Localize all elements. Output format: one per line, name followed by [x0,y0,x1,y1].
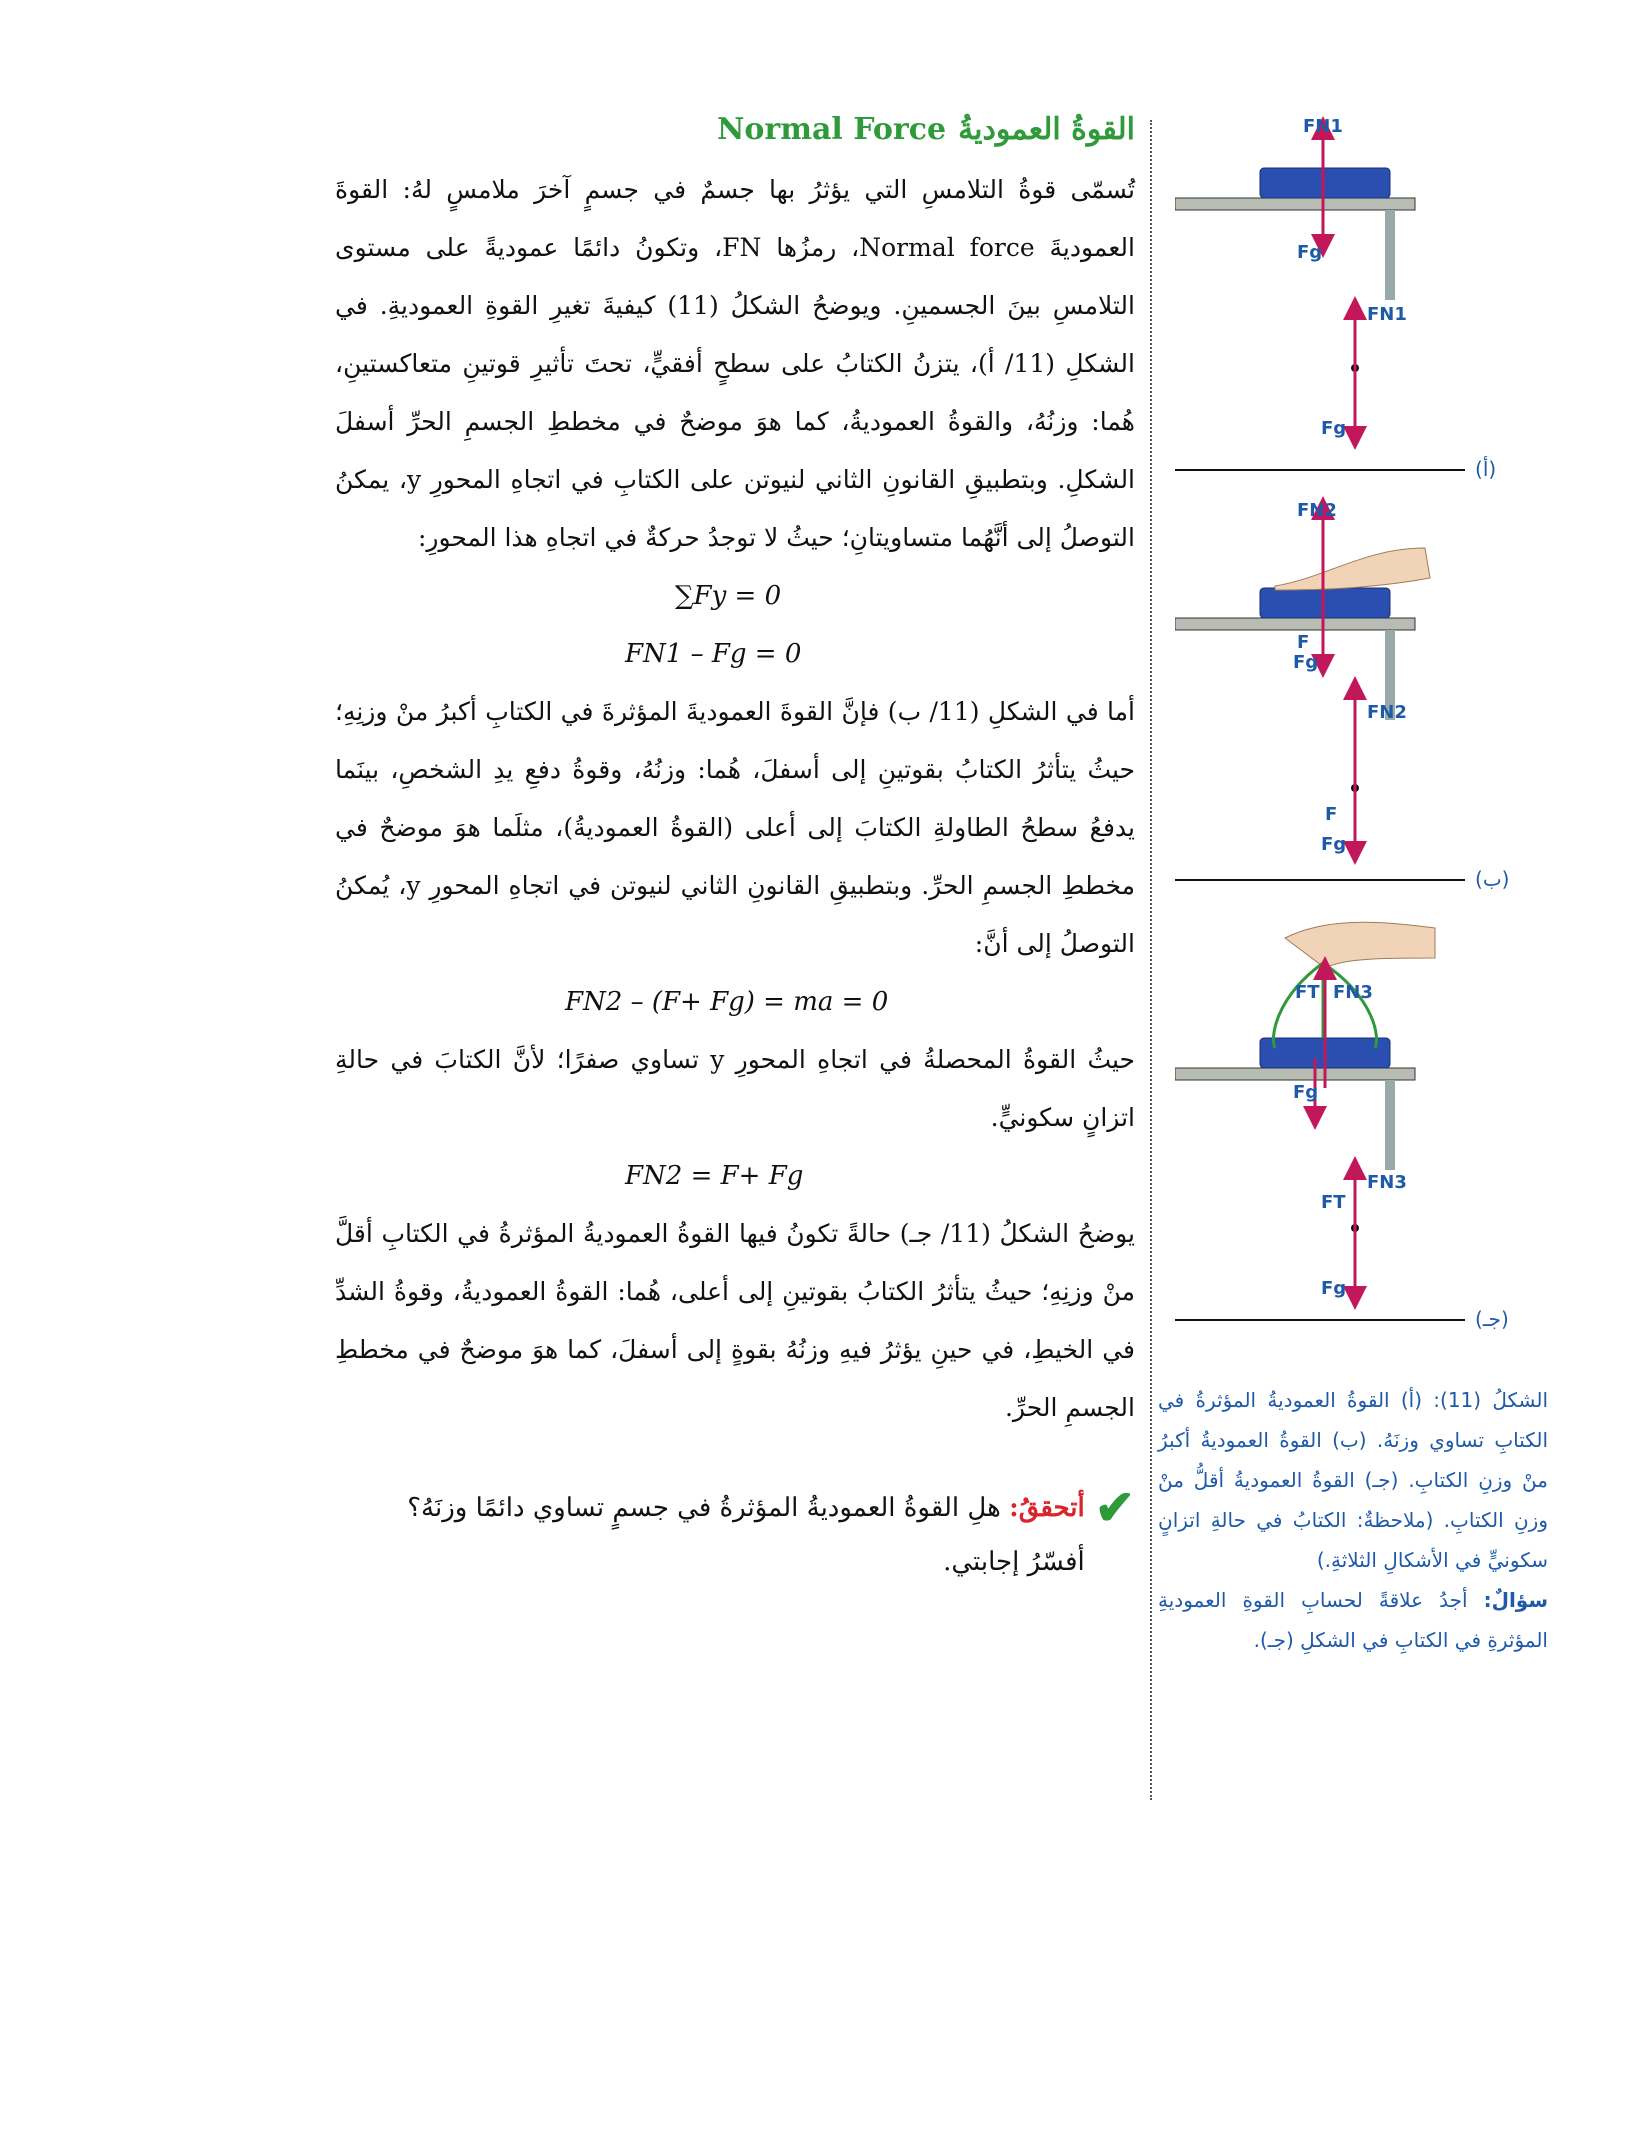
hand-c [1285,922,1435,968]
check-followup: أفسّرُ إجابتي. [943,1547,1085,1577]
table-leg-c [1385,1080,1395,1170]
fn1-label-a: FN1 [1303,116,1343,137]
fbd-fg-label-a: Fg [1321,418,1347,439]
main-text-column [335,112,1135,1589]
fg-label-b: Fg [1293,652,1319,673]
fbd-fn2-label-b: FN2 [1367,702,1407,723]
figure-question-label: سؤالٌ: [1483,1588,1549,1612]
figure-label-a: (أ) [1475,457,1497,481]
equation-fn2: FN2 = F+ Fg [625,1161,804,1191]
ft-label-c: FT [1295,982,1320,1003]
figure-a [1175,116,1496,481]
table-surface-a [1175,198,1415,210]
figure-question: أجدُ علاقةً لحسابِ القوةِ العموديةِ المؤثرةِ في الكتابِ في الشكلِ (جـ). [1158,1588,1548,1652]
check-label: أتحققُ: [1009,1493,1085,1523]
fn2-label-b: FN2 [1297,500,1337,521]
check-question-box [335,1481,1135,1589]
equation-fn1: FN1 – Fg = 0 [625,639,802,669]
paragraph-figure-b: أما في الشكلِ (11/ ب) فإنَّ القوةَ العموديةَ المؤثرةَ في الكتابِ أكبرُ منْ وزنِهِ؛ حيثُ يتأثرُ الكتابُ بقوتينِ إلى أسفلَ، هُما: وزنُهُ، وقوةُ دفعِ يدِ الشخصِ، بينَما يدفعُ سطحُ الطاولةِ الكتابَ إلى أعلى (القوةُ العموديةُ)، مثلَما هوَ موضحٌ في مخططِ الجسمِ الحرِّ. وبتطبيقِ القانونِ الثاني لنيوتن في اتجاهِ المحورِ y، يُمكنُ التوصلُ إلى أنَّ: [335,697,1136,958]
table-surface-c [1175,1068,1415,1080]
checkmark-icon: ✔ [1094,1480,1135,1536]
fg-label-c: Fg [1293,1082,1319,1103]
fbd-fg-label-b: Fg [1321,834,1347,855]
figure-c [1175,922,1509,1331]
paragraph-intro: تُسمّى قوةُ التلامسِ التي يؤثرُ بها جسمٌ في جسمٍ آخرَ ملامسٍ لهُ: القوةَ العموديةَ Normal force، رمزُها FN، وتكونُ دائمًا عموديةً على مستوى التلامسِ بينَ الجسمينِ. ويوضحُ الشكلُ (11) كيفيةَ تغيرِ القوةِ العموديةِ. في الشكلِ (11/ أ)، يتزنُ الكتابُ على سطحٍ أفقيٍّ، تحتَ تأثيرِ قوتينِ متعاكستينِ، هُما: وزنُهُ، والقوةُ العموديةُ، كما هوَ موضحٌ في مخططِ الجسمِ الحرِّ أسفلَ الشكلِ. وبتطبيقِ القانونِ الثاني لنيوتن على الكتابِ في اتجاهِ المحورِ y، يمكنُ التوصلُ إلى أنَّهُما متساويتانِ؛ حيثُ لا توجدُ حركةٌ في اتجاهِ هذا المحورِ: [335,175,1136,552]
section-title [335,112,1135,147]
fbd-f-label-b: F [1325,804,1338,825]
fn3-label-c: FN3 [1333,982,1373,1003]
check-question-text [407,1481,1085,1589]
equation-sum-fy: ∑Fy = 0 [675,581,782,611]
figure-caption-text: الشكلُ (11): (أ) القوةُ العموديةُ المؤثرةُ في الكتابِ تساوي وزنَهُ. (ب) القوةُ العموديةُ أكبرُ منْ وزنِ الكتابِ. (جـ) القوةُ العموديةُ أقلُّ منْ وزنِ الكتابِ. (ملاحظةٌ: الكتابُ في حالةِ اتزانٍ سكونيٍّ في الأشكالِ الثلاثةِ.) [1158,1388,1549,1572]
section-title-english: Normal Force [717,112,947,147]
fbd-ft-label-c: FT [1321,1192,1346,1213]
paragraph-figure-c: يوضحُ الشكلُ (11/ جـ) حالةً تكونُ فيها القوةُ العموديةُ المؤثرةُ في الكتابِ أقلَّ منْ وزنِهِ؛ حيثُ يتأثرُ الكتابُ بقوتينِ إلى أعلى، هُما: القوةُ العموديةُ، وقوةُ الشدِّ في الخيطِ، في حينِ يؤثرُ فيهِ وزنُهُ بقوةٍ إلى أسفلَ، كما هوَ موضحٌ في مخططِ الجسمِ الحرِّ. [335,1219,1135,1422]
column-divider [1150,120,1152,1800]
section-title-arabic: القوةُ العموديةُ [958,112,1135,147]
fbd-fn3-label-c: FN3 [1367,1172,1407,1193]
fbd-fg-label-c: Fg [1321,1278,1347,1299]
check-question: هلِ القوةُ العموديةُ المؤثرةُ في جسمٍ تساوي دائمًا وزنَهُ؟ [407,1493,1001,1523]
book-a [1260,168,1390,198]
hand-b [1275,548,1430,590]
table-surface-b [1175,618,1415,630]
paragraph-equilibrium: حيثُ القوةُ المحصلةُ في اتجاهِ المحورِ y تساوي صفرًا؛ لأنَّ الكتابَ في حالةِ اتزانٍ سكونيٍّ. [335,1045,1136,1132]
table-leg-a [1385,210,1395,300]
figure-11-diagrams [1175,108,1535,1368]
book-b [1260,588,1390,618]
fg-label-a: Fg [1297,242,1323,263]
figure-b [1175,500,1509,891]
figure-label-c: (جـ) [1475,1307,1509,1331]
equation-fn2-ma: FN2 – (F+ Fg) = ma = 0 [565,987,889,1017]
f-label-b: F [1297,632,1310,653]
figure-label-b: (ب) [1475,867,1510,891]
fbd-fn1-label-a: FN1 [1367,304,1407,325]
figure-caption [1158,1380,1548,1660]
